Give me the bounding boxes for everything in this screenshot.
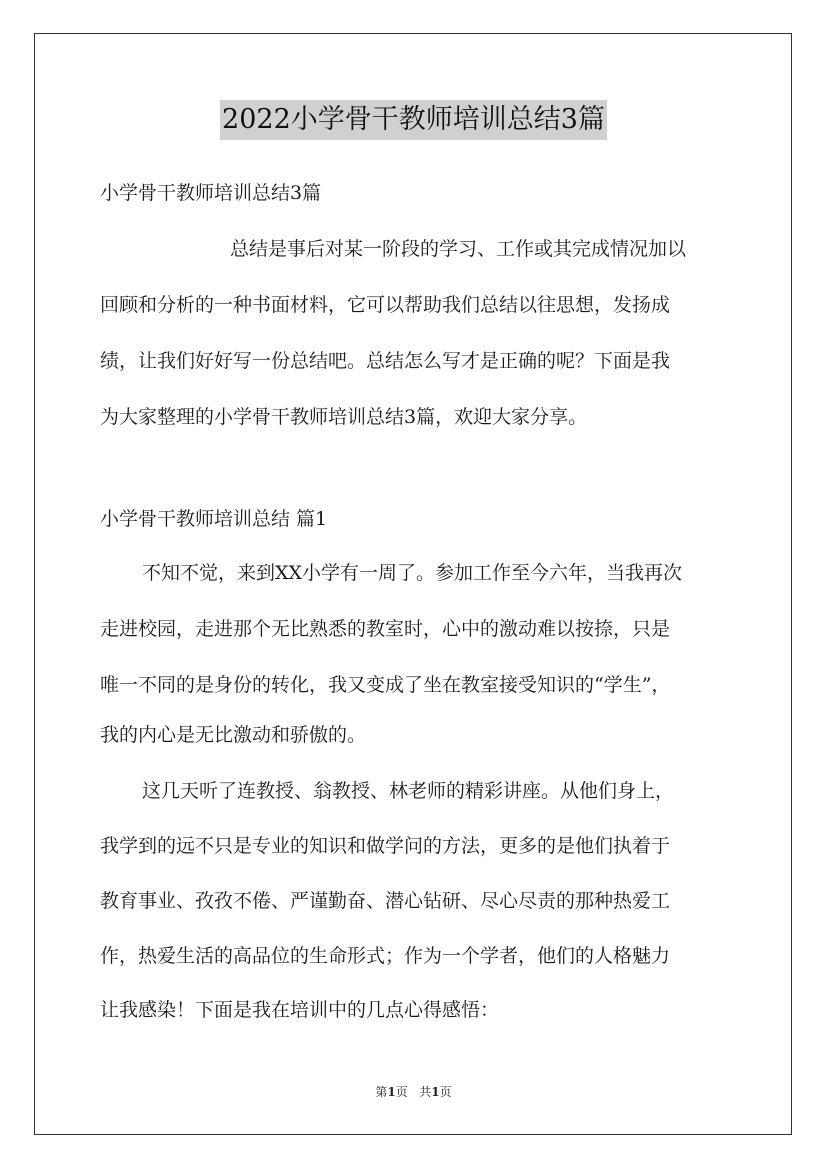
intro-line-2: 回顾和分析的一种书面材料，它可以帮助我们总结以往思想，发扬成 bbox=[100, 294, 671, 316]
paragraph1-line-2: 走进校园，走进那个无比熟悉的教室时，心中的激动难以按捺，只是 bbox=[100, 618, 671, 640]
paragraph2-line-3: 教育事业、孜孜不倦、严谨勤奋、潜心钻研、尽心尽责的那种热爱工 bbox=[100, 890, 671, 912]
total-prefix: 共 bbox=[419, 1085, 432, 1099]
paragraph2-line-4: 作，热爱生活的高品位的生命形式；作为一个学者，他们的人格魅力 bbox=[100, 945, 671, 967]
paragraph2-line-1: 这几天听了连教授、翁教授、林老师的精彩讲座。从他们身上， bbox=[142, 780, 675, 802]
title-container bbox=[0, 100, 827, 140]
paragraph2-line-2: 我学到的远不只是专业的知识和做学问的方法，更多的是他们执着于 bbox=[100, 835, 671, 857]
total-suffix: 页 bbox=[439, 1085, 452, 1099]
document-subtitle: 小学骨干教师培训总结3篇 bbox=[100, 182, 322, 204]
paragraph1-line-4: 我的内心是无比激动和骄傲的。 bbox=[100, 724, 367, 746]
document-title: 2022小学骨干教师培训总结3篇 bbox=[220, 100, 607, 140]
section-heading: 小学骨干教师培训总结 篇1 bbox=[100, 508, 328, 530]
page-number: 1 bbox=[387, 1085, 396, 1099]
intro-line-3: 绩，让我们好好写一份总结吧。总结怎么写才是正确的呢？下面是我 bbox=[100, 350, 671, 372]
intro-line-1: 总结是事后对某一阶段的学习、工作或其完成情况加以 bbox=[230, 238, 687, 260]
page-prefix: 第 bbox=[375, 1085, 388, 1099]
page-suffix: 页 bbox=[395, 1085, 408, 1099]
paragraph1-line-3: 唯一不同的是身份的转化，我又变成了坐在教室接受知识的“学生”， bbox=[100, 674, 671, 696]
intro-line-4: 为大家整理的小学骨干教师培训总结3篇，欢迎大家分享。 bbox=[100, 406, 588, 428]
page-footer bbox=[0, 1084, 827, 1100]
paragraph1-line-1: 不知不觉，来到XX小学有一周了。参加工作至今六年，当我再次 bbox=[142, 562, 683, 584]
paragraph2-line-5: 让我感染！下面是我在培训中的几点心得感悟： bbox=[100, 999, 500, 1021]
total-pages: 1 bbox=[431, 1085, 440, 1099]
